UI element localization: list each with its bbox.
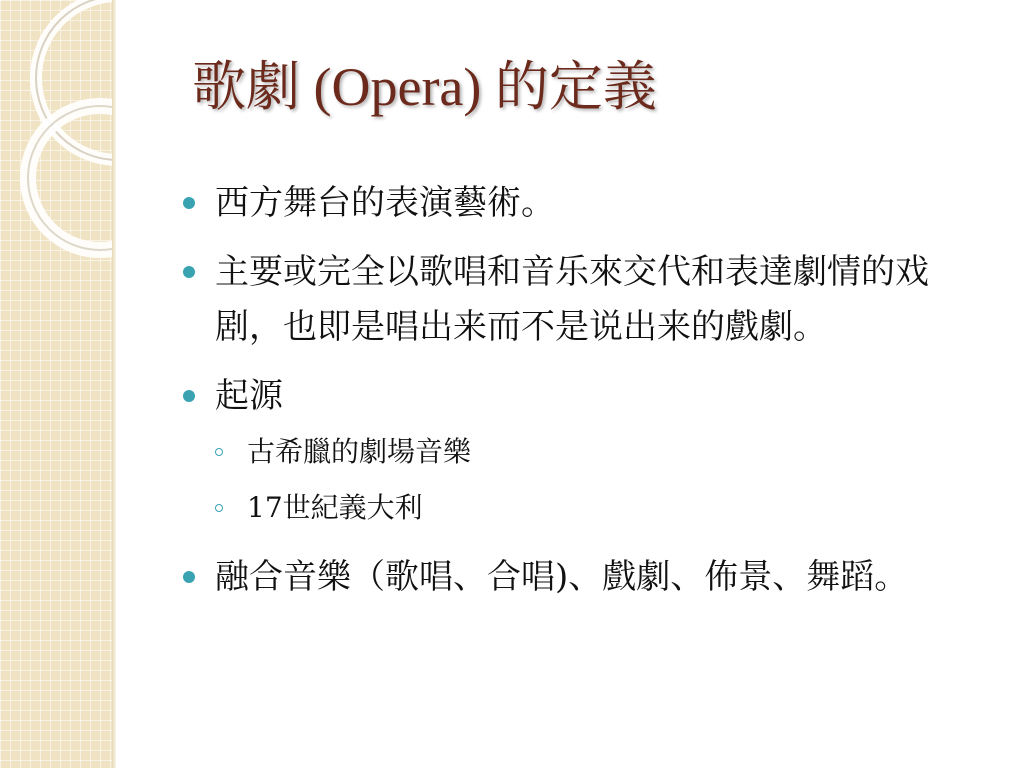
bullet-dot-icon [183, 266, 195, 278]
bullet-item [183, 369, 993, 424]
bullet-text: 融合音樂（歌唱、合唱)、戲劇、佈景、舞蹈。 [215, 557, 909, 597]
bullet-list [183, 176, 993, 605]
bullet-item [183, 245, 993, 355]
decorative-circles [0, 0, 112, 280]
bullet-text: 主要或完全以歌唱和音乐來交代和表達劇情的戏剧，也即是唱出来而不是说出来的戲劇。 [215, 252, 929, 347]
sub-bullet-item [183, 480, 993, 536]
sub-bullet-item [183, 424, 993, 480]
bullet-item [183, 176, 993, 231]
bullet-dot-icon [183, 390, 195, 402]
decorative-side-band [0, 0, 112, 768]
bullet-text: 起源 [215, 376, 283, 416]
sub-bullet-ring-icon [215, 504, 223, 512]
bullet-dot-icon [183, 197, 195, 209]
bullet-dot-icon [183, 571, 195, 583]
bullet-item [183, 550, 993, 605]
band-edge-shadow [112, 0, 116, 768]
sub-bullet-text: 古希臘的劇場音樂 [247, 435, 472, 468]
slide-title: 歌劇 (Opera) 的定義 [192, 57, 657, 117]
bullet-text: 西方舞台的表演藝術。 [215, 183, 555, 223]
sub-bullet-text: 17世紀義大利 [247, 491, 423, 524]
sub-bullet-ring-icon [215, 448, 223, 456]
